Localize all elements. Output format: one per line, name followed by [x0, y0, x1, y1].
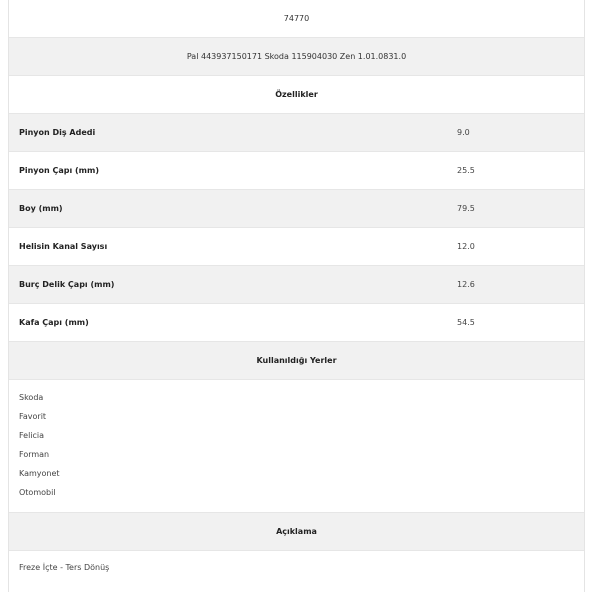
spec-label: Boy (mm)	[19, 204, 63, 213]
product-code: 74770	[283, 14, 310, 23]
description-header: Açıklama	[276, 527, 317, 536]
usage-header: Kullanıldığı Yerler	[256, 356, 337, 365]
spec-row-head-diameter	[9, 304, 584, 342]
specs-header: Özellikler	[275, 90, 318, 99]
list-item: Favorit	[19, 412, 47, 421]
list-item: Otomobil	[19, 488, 56, 497]
spec-row-helix-grooves	[9, 228, 584, 266]
spec-label: Pinyon Çapı (mm)	[19, 166, 99, 175]
spec-label: Helisin Kanal Sayısı	[19, 242, 108, 251]
specs-header-row	[9, 76, 584, 114]
description-header-row	[9, 513, 584, 551]
list-item: Kamyonet	[19, 469, 60, 478]
usage-header-row	[9, 342, 584, 380]
usage-list	[9, 380, 584, 513]
references-text: Pal 443937150171 Skoda 115904030 Zen 1.01.0831.0	[186, 52, 407, 61]
spec-row-length	[9, 190, 584, 228]
spec-row-bushing-bore	[9, 266, 584, 304]
spec-row-pinion-teeth	[9, 114, 584, 152]
list-item: Felicia	[19, 431, 45, 440]
spec-label: Burç Delik Çapı (mm)	[19, 280, 115, 289]
spec-value: 54.5	[457, 318, 475, 327]
product-code-row	[9, 0, 584, 38]
list-item: Forman	[19, 450, 50, 459]
list-item: Skoda	[19, 393, 44, 402]
spec-value: 12.0	[457, 242, 475, 251]
references-row	[9, 38, 584, 76]
spec-row-pinion-diameter	[9, 152, 584, 190]
product-detail-table	[8, 0, 585, 592]
spec-value: 12.6	[457, 280, 475, 289]
spec-label: Kafa Çapı (mm)	[19, 318, 89, 327]
description-text: Freze İçte - Ters Dönüş	[9, 551, 584, 584]
spec-label: Pinyon Diş Adedi	[19, 128, 96, 137]
spec-value: 9.0	[457, 128, 470, 137]
spec-value: 79.5	[457, 204, 475, 213]
spec-value: 25.5	[457, 166, 475, 175]
